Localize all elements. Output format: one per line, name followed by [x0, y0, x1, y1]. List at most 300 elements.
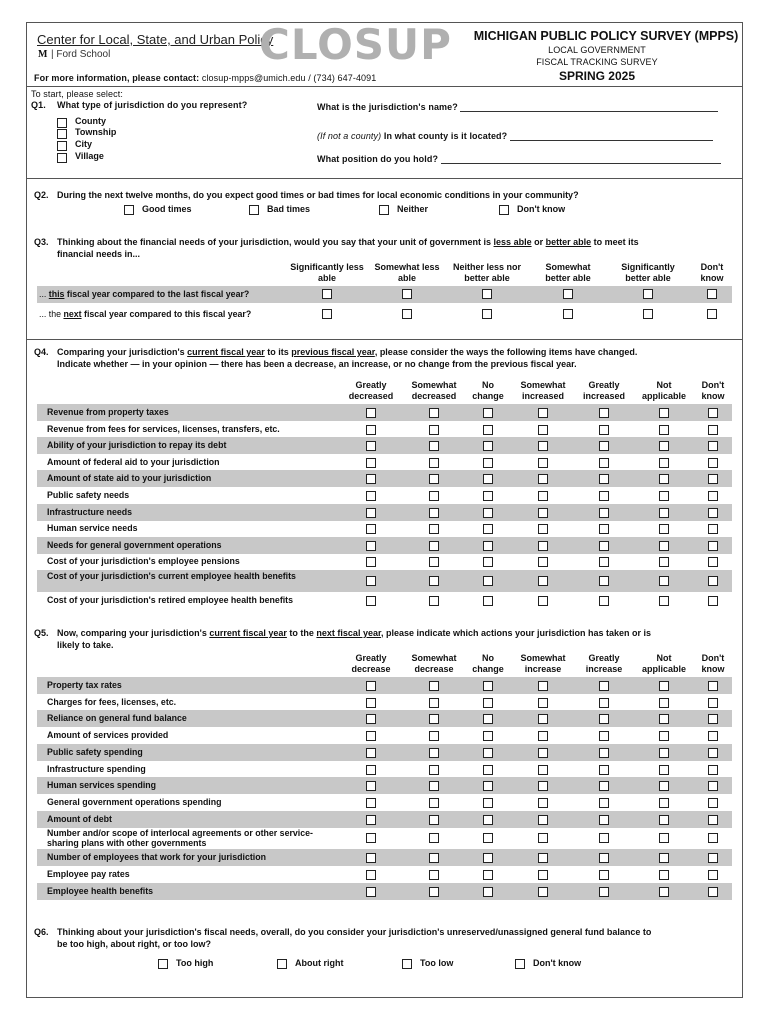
q6-text-2: be too high, about right, or too low?: [57, 939, 211, 949]
q4-row-12-checkbox[interactable]: [538, 596, 548, 606]
q4-column-header: Greatly decreased: [348, 380, 394, 401]
q1-option-label: Village: [75, 151, 104, 161]
q1-option-label: County: [75, 116, 106, 126]
q3-row2-checkbox[interactable]: [402, 309, 412, 319]
q5-row-11-checkbox[interactable]: [366, 853, 376, 863]
q2-checkbox-good-times[interactable]: [124, 205, 134, 215]
q4-row-label: Amount of federal aid to your jurisdiction: [47, 457, 220, 467]
q4-row-7-checkbox[interactable]: [599, 508, 609, 518]
q4-row-label: Revenue from property taxes: [47, 407, 169, 417]
q5-row-label: Property tax rates: [47, 680, 122, 690]
q4-row-5-checkbox[interactable]: [659, 474, 669, 484]
q5-row-11-checkbox[interactable]: [483, 853, 493, 863]
survey-subtitle-2: FISCAL TRACKING SURVEY: [536, 57, 658, 67]
q4-row-4-checkbox[interactable]: [483, 458, 493, 468]
q6-option-label: Don't know: [533, 958, 582, 968]
q3-text: Thinking about the financial needs of your jurisdiction, would you say that your unit of government is less able or better able to meet its: [57, 237, 639, 247]
q4-row-8-checkbox[interactable]: [483, 524, 493, 534]
start-text: To start, please select:: [31, 89, 123, 99]
q1-checkbox-village[interactable]: [57, 153, 67, 163]
q5-row-9-checkbox[interactable]: [366, 815, 376, 825]
q5-row-5-checkbox[interactable]: [708, 748, 718, 758]
q5-row-1-checkbox[interactable]: [429, 681, 439, 691]
q5-column-header: Somewhat increase: [520, 653, 566, 674]
q5-row-13-checkbox[interactable]: [483, 887, 493, 897]
q5-row-label: Public safety spending: [47, 747, 143, 757]
q4-row-10-checkbox[interactable]: [708, 557, 718, 567]
q1-checkbox-county[interactable]: [57, 118, 67, 128]
q2-checkbox-neither[interactable]: [379, 205, 389, 215]
q1-divider: [27, 178, 742, 179]
q4-row-11-checkbox[interactable]: [538, 576, 548, 586]
q4-row-5-checkbox[interactable]: [599, 474, 609, 484]
position-input[interactable]: [441, 156, 721, 164]
q5-row-5-checkbox[interactable]: [429, 748, 439, 758]
q4-row-2-checkbox[interactable]: [366, 425, 376, 435]
q5-column-header: Greatly decrease: [351, 653, 391, 674]
q5-row-2-checkbox[interactable]: [366, 698, 376, 708]
q4-row-4-checkbox[interactable]: [599, 458, 609, 468]
q6-option-label: Too low: [420, 958, 454, 968]
q5-row-1-checkbox[interactable]: [366, 681, 376, 691]
q4-row-4-checkbox[interactable]: [429, 458, 439, 468]
q4-row-2-checkbox[interactable]: [708, 425, 718, 435]
q3-column-header: Significantly less able: [290, 262, 364, 283]
q4-row-5-checkbox[interactable]: [708, 474, 718, 484]
q5-row-label: Amount of services provided: [47, 730, 169, 740]
q4-row-label: Cost of your jurisdiction's retired employee health benefits: [47, 595, 294, 605]
q5-row-2-checkbox[interactable]: [429, 698, 439, 708]
q5-row-label: General government operations spending: [47, 797, 222, 807]
q3-column-header: Somewhat less able: [374, 262, 440, 283]
q5-row-1-checkbox[interactable]: [538, 681, 548, 691]
q4-column-header: Somewhat increased: [520, 380, 566, 401]
q4-row-7-checkbox[interactable]: [538, 508, 548, 518]
q4-row-3-checkbox[interactable]: [483, 441, 493, 451]
q4-row-1-checkbox[interactable]: [483, 408, 493, 418]
q5-row-10-checkbox[interactable]: [366, 833, 376, 843]
q4-row-9-checkbox[interactable]: [659, 541, 669, 551]
q5-row-7-checkbox[interactable]: [366, 781, 376, 791]
q5-row-9-checkbox[interactable]: [429, 815, 439, 825]
q5-row-11-checkbox[interactable]: [659, 853, 669, 863]
center-name: Center for Local, State, and Urban Policy: [37, 32, 274, 47]
q5-row-8-checkbox[interactable]: [429, 798, 439, 808]
q6-option-label: Too high: [176, 958, 214, 968]
q5-row-5-checkbox[interactable]: [538, 748, 548, 758]
q4-row-label: Revenue from fees for services, licenses, transfers, etc.: [47, 424, 280, 434]
q4-row-12-checkbox[interactable]: [599, 596, 609, 606]
q5-row-label: Human services spending: [47, 780, 157, 790]
q4-row-9-checkbox[interactable]: [708, 541, 718, 551]
name-question: What is the jurisdiction's name?: [317, 102, 718, 112]
um-logo: M: [38, 49, 48, 60]
q5-row-13-checkbox[interactable]: [538, 887, 548, 897]
q4-row-4-checkbox[interactable]: [366, 458, 376, 468]
q3-row1-checkbox[interactable]: [707, 289, 717, 299]
q1-text: What type of jurisdiction do you represent?: [57, 100, 248, 110]
q3-column-header: Significantly better able: [621, 262, 675, 283]
q4-row-10-checkbox[interactable]: [483, 557, 493, 567]
q3-row-em: this: [48, 289, 65, 299]
q5-row-12-checkbox[interactable]: [366, 870, 376, 880]
q5-row-7-checkbox[interactable]: [483, 781, 493, 791]
q4-label: Q4.: [34, 347, 49, 357]
q4-row-5-checkbox[interactable]: [429, 474, 439, 484]
q4-row-10-checkbox[interactable]: [599, 557, 609, 567]
q4-row-9-checkbox[interactable]: [538, 541, 548, 551]
q4-row-11-checkbox[interactable]: [708, 576, 718, 586]
q4-row-11-checkbox[interactable]: [659, 576, 669, 586]
q5-column-header: Not applicable: [641, 653, 686, 674]
q6-option-label: About right: [295, 958, 344, 968]
q4-row-8-checkbox[interactable]: [659, 524, 669, 534]
q5-row-5-checkbox[interactable]: [483, 748, 493, 758]
q4-row-3-checkbox[interactable]: [599, 441, 609, 451]
q4-row-7-checkbox[interactable]: [659, 508, 669, 518]
q4-row-11-checkbox[interactable]: [429, 576, 439, 586]
q3-label: Q3.: [34, 237, 49, 247]
q2-option-label: Bad times: [267, 204, 311, 214]
q4-row-label: Cost of your jurisdiction's employee pensions: [47, 556, 240, 566]
q4-row-12-checkbox[interactable]: [366, 596, 376, 606]
q5-row-11-checkbox[interactable]: [708, 853, 718, 863]
q5-row-10-checkbox[interactable]: [708, 833, 718, 843]
q3-row-label: [39, 289, 249, 299]
q3-row-pre: ...: [39, 289, 47, 299]
q5-row-9-checkbox[interactable]: [599, 815, 609, 825]
contact-info[interactable]: closup-mpps@umich.edu / (734) 647-4091: [201, 73, 377, 83]
q4-row-7-checkbox[interactable]: [429, 508, 439, 518]
q4-row-6-checkbox[interactable]: [708, 491, 718, 501]
q5-row-6-checkbox[interactable]: [659, 765, 669, 775]
survey-subtitle-1: LOCAL GOVERNMENT: [548, 45, 646, 55]
q4-row-9-checkbox[interactable]: [483, 541, 493, 551]
q4-row-label: Public safety needs: [47, 490, 130, 500]
q4-row-9-checkbox[interactable]: [366, 541, 376, 551]
q5-row-11-checkbox[interactable]: [599, 853, 609, 863]
q4-row-11-checkbox[interactable]: [366, 576, 376, 586]
q5-row-4-checkbox[interactable]: [366, 731, 376, 741]
q1-checkbox-city[interactable]: [57, 141, 67, 151]
q4-row-6-checkbox[interactable]: [659, 491, 669, 501]
q5-text-2: likely to take.: [57, 640, 114, 650]
q4-row-4-checkbox[interactable]: [538, 458, 548, 468]
q4-row-8-checkbox[interactable]: [538, 524, 548, 534]
q5-row-4-checkbox[interactable]: [659, 731, 669, 741]
q5-row-10-checkbox[interactable]: [538, 833, 548, 843]
q4-row-3-checkbox[interactable]: [429, 441, 439, 451]
q5-row-9-checkbox[interactable]: [708, 815, 718, 825]
q3-row1-checkbox[interactable]: [322, 289, 332, 299]
q1-label: Q1.: [31, 100, 46, 110]
q5-row-1-checkbox[interactable]: [659, 681, 669, 691]
q3-column-header: Neither less nor better able: [452, 262, 522, 283]
q5-row-7-checkbox[interactable]: [429, 781, 439, 791]
q4-row-2-checkbox[interactable]: [429, 425, 439, 435]
q4-row-label: Infrastructure needs: [47, 507, 133, 517]
q4-row-7-checkbox[interactable]: [366, 508, 376, 518]
q5-row-6-checkbox[interactable]: [366, 765, 376, 775]
q5-row-3-checkbox[interactable]: [366, 714, 376, 724]
q5-row-8-checkbox[interactable]: [366, 798, 376, 808]
q5-row-2-checkbox[interactable]: [659, 698, 669, 708]
q5-row-label: Number and/or scope of interlocal agreements or other service-sharing plans with other governments: [47, 828, 313, 848]
q2-text: During the next twelve months, do you expect good times or bad times for local economic conditions in your community?: [57, 190, 579, 200]
q5-row-8-checkbox[interactable]: [538, 798, 548, 808]
q5-row-12-checkbox[interactable]: [599, 870, 609, 880]
q5-row-label: Charges for fees, licenses, etc.: [47, 697, 177, 707]
q4-row-5-checkbox[interactable]: [483, 474, 493, 484]
q2-checkbox-don-t-know[interactable]: [499, 205, 509, 215]
q4-row-6-checkbox[interactable]: [599, 491, 609, 501]
q6-checkbox-about-right[interactable]: [277, 959, 287, 969]
q4-row-12-checkbox[interactable]: [659, 596, 669, 606]
q2-option-label: Don't know: [517, 204, 566, 214]
q4-row-6-checkbox[interactable]: [366, 491, 376, 501]
q4-row-11-checkbox[interactable]: [599, 576, 609, 586]
q4-row-2-checkbox[interactable]: [599, 425, 609, 435]
q5-label: Q5.: [34, 628, 49, 638]
q4-row-label: Amount of state aid to your jurisdiction: [47, 473, 212, 483]
q3-divider: [27, 339, 742, 340]
q3-row-post: fiscal year compared to this fiscal year?: [84, 309, 252, 319]
q5-row-12-checkbox[interactable]: [538, 870, 548, 880]
q5-row-6-checkbox[interactable]: [538, 765, 548, 775]
q5-row-13-checkbox[interactable]: [366, 887, 376, 897]
q4-column-header: Don't know: [701, 380, 725, 401]
q3-row2-checkbox[interactable]: [707, 309, 717, 319]
q5-row-7-checkbox[interactable]: [659, 781, 669, 791]
q4-row-6-checkbox[interactable]: [429, 491, 439, 501]
q4-row-label: Human service needs: [47, 523, 138, 533]
q6-checkbox-too-low[interactable]: [402, 959, 412, 969]
q3-row1-checkbox[interactable]: [563, 289, 573, 299]
q5-row-11-checkbox[interactable]: [429, 853, 439, 863]
q4-column-header: Somewhat decreased: [411, 380, 457, 401]
q5-row-6-checkbox[interactable]: [483, 765, 493, 775]
q5-row-4-checkbox[interactable]: [483, 731, 493, 741]
q4-row-12-checkbox[interactable]: [708, 596, 718, 606]
q5-row-13-checkbox[interactable]: [659, 887, 669, 897]
q5-row-label: Amount of debt: [47, 814, 112, 824]
q4-row-1-checkbox[interactable]: [429, 408, 439, 418]
q5-row-4-checkbox[interactable]: [599, 731, 609, 741]
q5-row-12-checkbox[interactable]: [429, 870, 439, 880]
q4-row-2-checkbox[interactable]: [483, 425, 493, 435]
q5-row-4-checkbox[interactable]: [538, 731, 548, 741]
q5-row-8-checkbox[interactable]: [599, 798, 609, 808]
q4-row-3-checkbox[interactable]: [659, 441, 669, 451]
q5-row-3-checkbox[interactable]: [599, 714, 609, 724]
q4-row-2-checkbox[interactable]: [659, 425, 669, 435]
q3-row-post: fiscal year compared to the last fiscal year?: [66, 289, 250, 299]
q5-row-4-checkbox[interactable]: [708, 731, 718, 741]
q4-row-label: Ability of your jurisdiction to repay its debt: [47, 440, 227, 450]
q4-row-1-checkbox[interactable]: [366, 408, 376, 418]
q5-row-1-checkbox[interactable]: [599, 681, 609, 691]
survey-form: [26, 22, 743, 998]
q4-row-10-checkbox[interactable]: [366, 557, 376, 567]
q5-row-5-checkbox[interactable]: [599, 748, 609, 758]
q4-row-1-checkbox[interactable]: [599, 408, 609, 418]
q4-row-8-checkbox[interactable]: [708, 524, 718, 534]
q5-row-10-checkbox[interactable]: [483, 833, 493, 843]
q5-row-3-checkbox[interactable]: [659, 714, 669, 724]
survey-season: SPRING 2025: [558, 69, 636, 83]
q5-row-label: Infrastructure spending: [47, 764, 146, 774]
q1-checkbox-township[interactable]: [57, 129, 67, 139]
q5-row-8-checkbox[interactable]: [708, 798, 718, 808]
q6-checkbox-don-t-know[interactable]: [515, 959, 525, 969]
q5-row-6-checkbox[interactable]: [599, 765, 609, 775]
q5-column-header: Greatly increase: [585, 653, 623, 674]
q2-checkbox-bad-times[interactable]: [249, 205, 259, 215]
school-name: | Ford School: [51, 49, 111, 60]
q5-column-header: Somewhat decrease: [411, 653, 457, 674]
q5-row-13-checkbox[interactable]: [599, 887, 609, 897]
q5-row-13-checkbox[interactable]: [708, 887, 718, 897]
q4-column-header: No change: [472, 380, 504, 401]
q3-row2-checkbox[interactable]: [643, 309, 653, 319]
q4-row-1-checkbox[interactable]: [538, 408, 548, 418]
q5-row-12-checkbox[interactable]: [708, 870, 718, 880]
q5-row-10-checkbox[interactable]: [659, 833, 669, 843]
q5-row-2-checkbox[interactable]: [599, 698, 609, 708]
q2-option-label: Good times: [142, 204, 192, 214]
q5-row-label: Reliance on general fund balance: [47, 713, 187, 723]
q4-row-6-checkbox[interactable]: [538, 491, 548, 501]
q6-label: Q6.: [34, 927, 49, 937]
q5-row-3-checkbox[interactable]: [483, 714, 493, 724]
q5-row-6-checkbox[interactable]: [429, 765, 439, 775]
q6-checkbox-too-high[interactable]: [158, 959, 168, 969]
q5-row-12-checkbox[interactable]: [483, 870, 493, 880]
q3-row-em: next: [63, 309, 82, 319]
q3-row2-checkbox[interactable]: [482, 309, 492, 319]
q5-row-label: Number of employees that work for your jurisdiction: [47, 852, 266, 862]
q5-row-3-checkbox[interactable]: [538, 714, 548, 724]
q4-row-1-checkbox[interactable]: [708, 408, 718, 418]
q4-row-8-checkbox[interactable]: [366, 524, 376, 534]
q5-row-9-checkbox[interactable]: [538, 815, 548, 825]
q5-row-8-checkbox[interactable]: [659, 798, 669, 808]
q5-row-label: Employee health benefits: [47, 886, 154, 896]
q5-row-13-checkbox[interactable]: [429, 887, 439, 897]
q5-row-1-checkbox[interactable]: [483, 681, 493, 691]
q4-row-label: Cost of your jurisdiction's current employee health benefits: [47, 571, 296, 581]
q5-column-header: No change: [472, 653, 504, 674]
position-question: What position do you hold?: [317, 154, 721, 164]
q6-text: Thinking about your jurisdiction's fiscal needs, overall, do you consider your jurisdiction's unreserved/unassigned general fund balance to: [57, 927, 652, 937]
q4-row-3-checkbox[interactable]: [538, 441, 548, 451]
county-question: (If not a county) In what county is it located?: [317, 131, 713, 141]
name-input[interactable]: [460, 104, 718, 112]
q5-row-3-checkbox[interactable]: [429, 714, 439, 724]
q3-row1-checkbox[interactable]: [482, 289, 492, 299]
q5-row-10-checkbox[interactable]: [429, 833, 439, 843]
q4-text-2: Indicate whether — in your opinion — there has been a decrease, an increase, or no change from the previous fiscal year.: [57, 359, 577, 369]
q4-row-10-checkbox[interactable]: [429, 557, 439, 567]
q4-row-8-checkbox[interactable]: [599, 524, 609, 534]
q5-row-9-checkbox[interactable]: [659, 815, 669, 825]
q5-row-4-checkbox[interactable]: [429, 731, 439, 741]
q5-row-11-checkbox[interactable]: [538, 853, 548, 863]
q3-row2-checkbox[interactable]: [322, 309, 332, 319]
q4-row-4-checkbox[interactable]: [659, 458, 669, 468]
q1-option-label: Township: [75, 127, 117, 137]
q3-column-header: Don't know: [700, 262, 724, 283]
q1-option-label: City: [75, 139, 93, 149]
q4-row-10-checkbox[interactable]: [538, 557, 548, 567]
q4-column-header: Not applicable: [641, 380, 686, 401]
q4-row-12-checkbox[interactable]: [429, 596, 439, 606]
q4-row-7-checkbox[interactable]: [708, 508, 718, 518]
q2-label: Q2.: [34, 190, 49, 200]
q5-row-8-checkbox[interactable]: [483, 798, 493, 808]
survey-title: MICHIGAN PUBLIC POLICY SURVEY (MPPS): [473, 29, 739, 43]
q5-text: Now, comparing your jurisdiction's current fiscal year to the next fiscal year, please indicate which actions your jurisdiction has taken or is: [57, 628, 652, 638]
q4-row-9-checkbox[interactable]: [599, 541, 609, 551]
q5-row-9-checkbox[interactable]: [483, 815, 493, 825]
q4-row-5-checkbox[interactable]: [366, 474, 376, 484]
q4-row-6-checkbox[interactable]: [483, 491, 493, 501]
q4-row-3-checkbox[interactable]: [366, 441, 376, 451]
q5-row-7-checkbox[interactable]: [708, 781, 718, 791]
q5-row-12-checkbox[interactable]: [659, 870, 669, 880]
q5-row-5-checkbox[interactable]: [366, 748, 376, 758]
q4-row-10-checkbox[interactable]: [659, 557, 669, 567]
q5-row-5-checkbox[interactable]: [659, 748, 669, 758]
q3-text-2: financial needs in...: [57, 249, 141, 259]
q5-row-3-checkbox[interactable]: [708, 714, 718, 724]
q5-row-label: Employee pay rates: [47, 869, 130, 879]
q5-row-2-checkbox[interactable]: [483, 698, 493, 708]
q3-row2-checkbox[interactable]: [563, 309, 573, 319]
q4-row-2-checkbox[interactable]: [538, 425, 548, 435]
header-divider: [27, 86, 742, 87]
q4-text: Comparing your jurisdiction's current fiscal year to its previous fiscal year, please consider the ways the following items have changed.: [57, 347, 638, 357]
q4-row-3-checkbox[interactable]: [708, 441, 718, 451]
q4-row-7-checkbox[interactable]: [483, 508, 493, 518]
q4-row-8-checkbox[interactable]: [429, 524, 439, 534]
q3-row-label: [39, 309, 251, 319]
q4-row-4-checkbox[interactable]: [708, 458, 718, 468]
closup-logo: CLOSUP: [259, 20, 452, 69]
q3-row1-checkbox[interactable]: [643, 289, 653, 299]
q5-row-6-checkbox[interactable]: [708, 765, 718, 775]
q5-column-header: Don't know: [701, 653, 725, 674]
q5-row-7-checkbox[interactable]: [538, 781, 548, 791]
q3-row1-checkbox[interactable]: [402, 289, 412, 299]
q2-option-label: Neither: [397, 204, 429, 214]
q3-column-header: Somewhat better able: [545, 262, 591, 283]
q5-row-10-checkbox[interactable]: [599, 833, 609, 843]
q4-row-11-checkbox[interactable]: [483, 576, 493, 586]
q4-row-1-checkbox[interactable]: [659, 408, 669, 418]
q4-row-label: Needs for general government operations: [47, 540, 222, 550]
q4-row-12-checkbox[interactable]: [483, 596, 493, 606]
q5-row-1-checkbox[interactable]: [708, 681, 718, 691]
q5-row-7-checkbox[interactable]: [599, 781, 609, 791]
q5-row-2-checkbox[interactable]: [708, 698, 718, 708]
county-input[interactable]: [510, 133, 713, 141]
q5-row-2-checkbox[interactable]: [538, 698, 548, 708]
q4-row-5-checkbox[interactable]: [538, 474, 548, 484]
q4-row-9-checkbox[interactable]: [429, 541, 439, 551]
q3-row-pre: ... the: [39, 309, 62, 319]
q4-column-header: Greatly increased: [582, 380, 626, 401]
